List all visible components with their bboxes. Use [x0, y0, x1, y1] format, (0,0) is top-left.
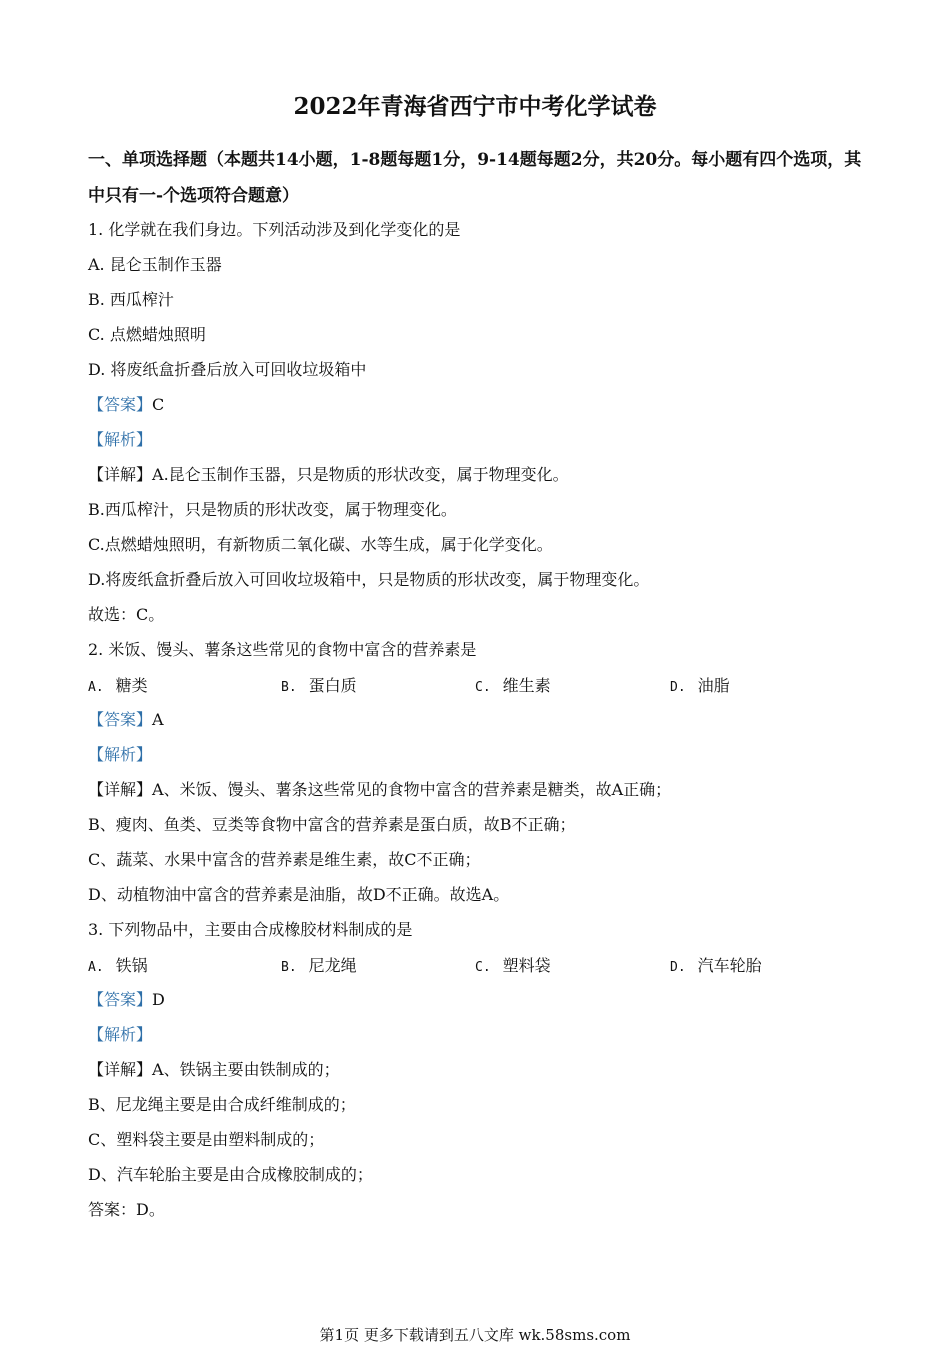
question-3-conclusion: 答案：D。	[88, 1200, 165, 1219]
question-1-detail-3: C.点燃蜡烛照明，有新物质二氧化碳、水等生成，属于化学变化。	[88, 535, 553, 554]
page-footer: 第1页 更多下载请到五八文库 wk.58sms.com	[319, 1326, 631, 1344]
detail-tag: 【详解】	[88, 780, 153, 799]
answer-tag: 【答案】	[88, 395, 153, 414]
question-2-answer	[88, 709, 164, 731]
question-2-option-b: B. 蛋白质	[281, 676, 357, 695]
question-1-detail-1	[88, 464, 569, 486]
answer-tag: 【答案】	[88, 990, 153, 1009]
question-1-detail-4: D.将废纸盒折叠后放入可回收垃圾箱中，只是物质的形状改变，属于物理变化。	[88, 570, 650, 589]
question-1-option-b: B. 西瓜榨汁	[88, 290, 174, 309]
answer-value: C	[152, 395, 165, 414]
question-3-analysis	[88, 1024, 152, 1046]
analysis-tag: 【解析】	[88, 745, 153, 764]
detail-tag: 【详解】	[88, 465, 153, 484]
detail-text: A、米饭、馒头、薯条这些常见的食物中富含的营养素是糖类，故A正确；	[152, 780, 672, 799]
question-2-detail-2: B、瘦肉、鱼类、豆类等食物中富含的营养素是蛋白质，故B不正确；	[88, 815, 576, 834]
detail-tag: 【详解】	[88, 1060, 153, 1079]
question-2-option-c: C. 维生素	[475, 676, 551, 695]
section-heading: 一、单项选择题（本题共14小题，1-8题每题1分，9-14题每题2分，共20分。每小题有四个选项，其中只有一-个选项符合题意）	[88, 150, 862, 206]
question-2-option-d: D. 油脂	[670, 676, 730, 695]
question-2-detail-1	[88, 779, 671, 801]
question-3-detail-4: D、汽车轮胎主要是由合成橡胶制成的；	[88, 1165, 373, 1184]
question-3-option-d: D. 汽车轮胎	[670, 956, 762, 975]
question-1-option-a: A. 昆仑玉制作玉器	[88, 255, 222, 274]
analysis-tag: 【解析】	[88, 1025, 153, 1044]
question-2-option-a: A. 糖类	[88, 676, 148, 695]
question-1-detail-2: B.西瓜榨汁，只是物质的形状改变，属于物理变化。	[88, 500, 457, 519]
question-2-detail-3: C、蔬菜、水果中富含的营养素是维生素，故C不正确；	[88, 850, 481, 869]
detail-text: A、铁锅主要由铁制成的；	[152, 1060, 340, 1079]
analysis-tag: 【解析】	[88, 430, 153, 449]
question-2-stem: 2. 米饭、馒头、薯条这些常见的食物中富含的营养素是	[88, 640, 477, 659]
question-3-option-b: B. 尼龙绳	[281, 956, 357, 975]
question-2-analysis	[88, 744, 152, 766]
answer-tag: 【答案】	[88, 710, 153, 729]
question-1-stem: 1. 化学就在我们身边。下列活动涉及到化学变化的是	[88, 220, 461, 239]
question-1-answer	[88, 394, 164, 416]
answer-value: D	[152, 990, 165, 1009]
page-title: 2022年青海省西宁市中考化学试卷	[293, 93, 657, 120]
question-3-answer	[88, 989, 165, 1011]
question-3-detail-2: B、尼龙绳主要是由合成纤维制成的；	[88, 1095, 356, 1114]
question-1-option-c: C. 点燃蜡烛照明	[88, 325, 206, 344]
question-3-detail-3: C、塑料袋主要是由塑料制成的；	[88, 1130, 325, 1149]
question-1-analysis	[88, 429, 152, 451]
answer-value: A	[152, 710, 164, 729]
question-3-detail-1	[88, 1059, 340, 1081]
question-1-option-d: D. 将废纸盒折叠后放入可回收垃圾箱中	[88, 360, 367, 379]
question-3-stem: 3. 下列物品中，主要由合成橡胶材料制成的是	[88, 920, 413, 939]
question-3-option-a: A. 铁锅	[88, 956, 148, 975]
question-2-detail-4: D、动植物油中富含的营养素是油脂，故D不正确。故选A。	[88, 885, 510, 904]
question-1-conclusion: 故选：C。	[88, 605, 165, 624]
detail-text: A.昆仑玉制作玉器，只是物质的形状改变，属于物理变化。	[152, 465, 569, 484]
question-3-option-c: C. 塑料袋	[475, 956, 551, 975]
